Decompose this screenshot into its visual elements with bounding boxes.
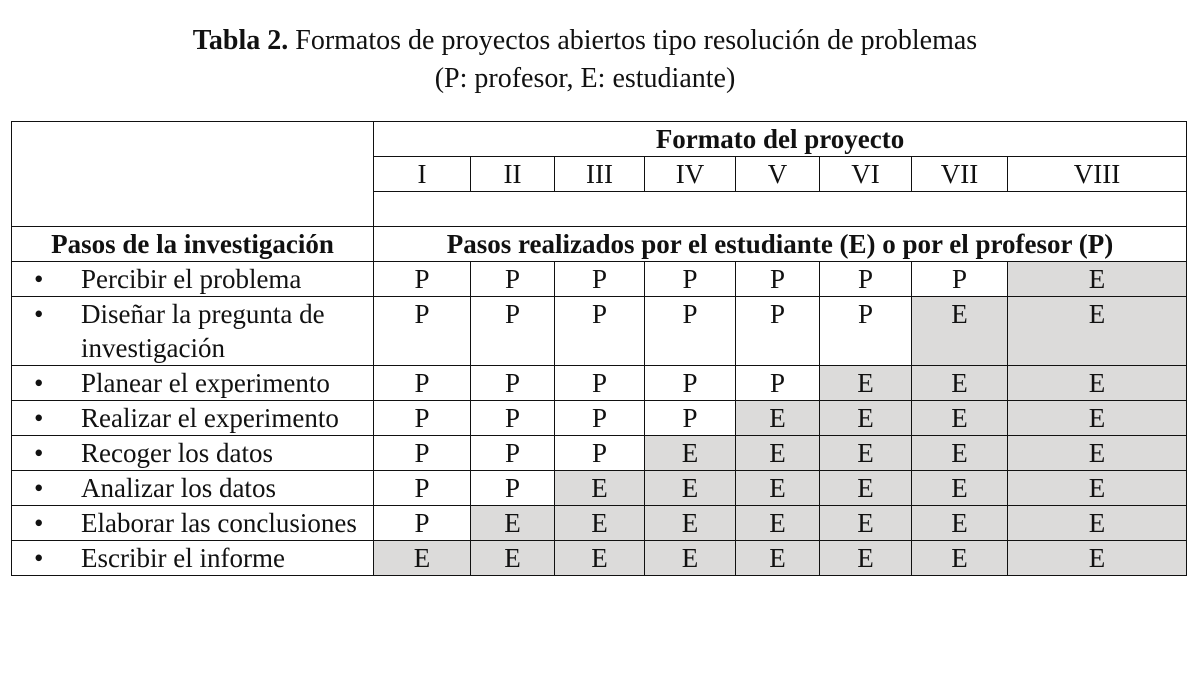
step-label: Elaborar las conclusiones bbox=[81, 508, 357, 538]
step-cell bbox=[12, 262, 374, 297]
value-cell: E bbox=[471, 541, 555, 576]
value-cell: E bbox=[820, 471, 912, 506]
bullet-icon: • bbox=[34, 543, 44, 573]
steps-header: Pasos de la investigación bbox=[12, 227, 374, 262]
value-cell: P bbox=[555, 297, 645, 366]
step-cell bbox=[12, 541, 374, 576]
value-cell: P bbox=[471, 471, 555, 506]
value-cell: P bbox=[555, 436, 645, 471]
value-cell: E bbox=[912, 366, 1008, 401]
value-cell: E bbox=[555, 506, 645, 541]
value-cell: E bbox=[820, 366, 912, 401]
value-cell: E bbox=[736, 436, 820, 471]
step-label: Planear el experimento bbox=[81, 368, 330, 398]
value-cell: E bbox=[912, 471, 1008, 506]
step-label: Recoger los datos bbox=[81, 438, 273, 468]
value-cell: E bbox=[1008, 366, 1187, 401]
value-cell: E bbox=[912, 401, 1008, 436]
value-cell: P bbox=[374, 297, 471, 366]
table-row bbox=[12, 262, 1187, 297]
format-header-vi: VI bbox=[820, 157, 912, 192]
value-cell: E bbox=[555, 471, 645, 506]
format-header-ii: II bbox=[471, 157, 555, 192]
value-cell: E bbox=[1008, 262, 1187, 297]
group-header: Formato del proyecto bbox=[374, 122, 1187, 157]
value-cell: P bbox=[820, 297, 912, 366]
format-header-iii: III bbox=[555, 157, 645, 192]
value-cell: E bbox=[645, 506, 736, 541]
value-cell: E bbox=[736, 471, 820, 506]
format-header-viii: VIII bbox=[1008, 157, 1187, 192]
step-cell bbox=[12, 297, 374, 366]
value-cell: P bbox=[555, 401, 645, 436]
done-by-header: Pasos realizados por el estudiante (E) o por el profesor (P) bbox=[374, 227, 1187, 262]
value-cell: P bbox=[555, 366, 645, 401]
value-cell: P bbox=[645, 262, 736, 297]
value-cell: P bbox=[374, 366, 471, 401]
value-cell: P bbox=[374, 506, 471, 541]
blank-spacer-row bbox=[374, 192, 1187, 227]
bullet-icon: • bbox=[34, 403, 44, 433]
bullet-icon: • bbox=[34, 264, 44, 294]
value-cell: P bbox=[374, 436, 471, 471]
value-cell: E bbox=[1008, 436, 1187, 471]
value-cell: P bbox=[471, 366, 555, 401]
step-cell bbox=[12, 471, 374, 506]
table-row bbox=[12, 506, 1187, 541]
value-cell: E bbox=[645, 436, 736, 471]
formats-table bbox=[11, 121, 1187, 576]
value-cell: E bbox=[555, 541, 645, 576]
value-cell: E bbox=[912, 297, 1008, 366]
value-cell: P bbox=[471, 297, 555, 366]
step-cell bbox=[12, 366, 374, 401]
value-cell: E bbox=[1008, 506, 1187, 541]
value-cell: P bbox=[912, 262, 1008, 297]
bullet-icon: • bbox=[34, 473, 44, 503]
step-label: Escribir el informe bbox=[81, 543, 285, 573]
value-cell: E bbox=[820, 401, 912, 436]
value-cell: P bbox=[736, 366, 820, 401]
value-cell: P bbox=[736, 297, 820, 366]
value-cell: E bbox=[912, 436, 1008, 471]
value-cell: P bbox=[471, 401, 555, 436]
value-cell: P bbox=[471, 436, 555, 471]
value-cell: E bbox=[736, 401, 820, 436]
format-header-iv: IV bbox=[645, 157, 736, 192]
value-cell: P bbox=[374, 401, 471, 436]
value-cell: E bbox=[645, 471, 736, 506]
value-cell: E bbox=[736, 541, 820, 576]
step-label: Diseñar la pregunta de investigación bbox=[81, 299, 325, 363]
bullet-icon: • bbox=[34, 438, 44, 468]
value-cell: E bbox=[820, 506, 912, 541]
value-cell: P bbox=[645, 297, 736, 366]
value-cell: P bbox=[645, 366, 736, 401]
step-cell bbox=[12, 436, 374, 471]
value-cell: E bbox=[1008, 471, 1187, 506]
value-cell: E bbox=[912, 506, 1008, 541]
value-cell: E bbox=[1008, 297, 1187, 366]
value-cell: E bbox=[820, 436, 912, 471]
value-cell: E bbox=[1008, 541, 1187, 576]
value-cell: P bbox=[471, 262, 555, 297]
step-label: Analizar los datos bbox=[81, 473, 276, 503]
format-header-vii: VII bbox=[912, 157, 1008, 192]
step-cell bbox=[12, 401, 374, 436]
caption-title: Formatos de proyectos abiertos tipo resolución de problemas bbox=[288, 25, 978, 56]
step-cell bbox=[12, 506, 374, 541]
bullet-icon: • bbox=[34, 368, 44, 398]
value-cell: P bbox=[374, 262, 471, 297]
table-row bbox=[12, 297, 1187, 366]
step-label: Percibir el problema bbox=[81, 264, 302, 294]
step-label: Realizar el experimento bbox=[81, 403, 339, 433]
corner-blank-cell bbox=[12, 122, 374, 227]
table-row bbox=[12, 541, 1187, 576]
table-row bbox=[12, 401, 1187, 436]
value-cell: P bbox=[820, 262, 912, 297]
value-cell: P bbox=[374, 471, 471, 506]
bullet-icon: • bbox=[34, 299, 44, 329]
table-caption bbox=[0, 22, 1170, 98]
value-cell: P bbox=[645, 401, 736, 436]
value-cell: E bbox=[736, 506, 820, 541]
format-header-v: V bbox=[736, 157, 820, 192]
caption-subtitle: (P: profesor, E: estudiante) bbox=[434, 63, 736, 94]
table-row bbox=[12, 436, 1187, 471]
table-row bbox=[12, 366, 1187, 401]
value-cell: E bbox=[374, 541, 471, 576]
value-cell: E bbox=[912, 541, 1008, 576]
format-header-i: I bbox=[374, 157, 471, 192]
value-cell: E bbox=[471, 506, 555, 541]
caption-label: Tabla 2. bbox=[192, 25, 289, 56]
value-cell: P bbox=[555, 262, 645, 297]
table-row bbox=[12, 471, 1187, 506]
value-cell: E bbox=[645, 541, 736, 576]
value-cell: E bbox=[820, 541, 912, 576]
value-cell: E bbox=[1008, 401, 1187, 436]
value-cell: P bbox=[736, 262, 820, 297]
bullet-icon: • bbox=[34, 508, 44, 538]
